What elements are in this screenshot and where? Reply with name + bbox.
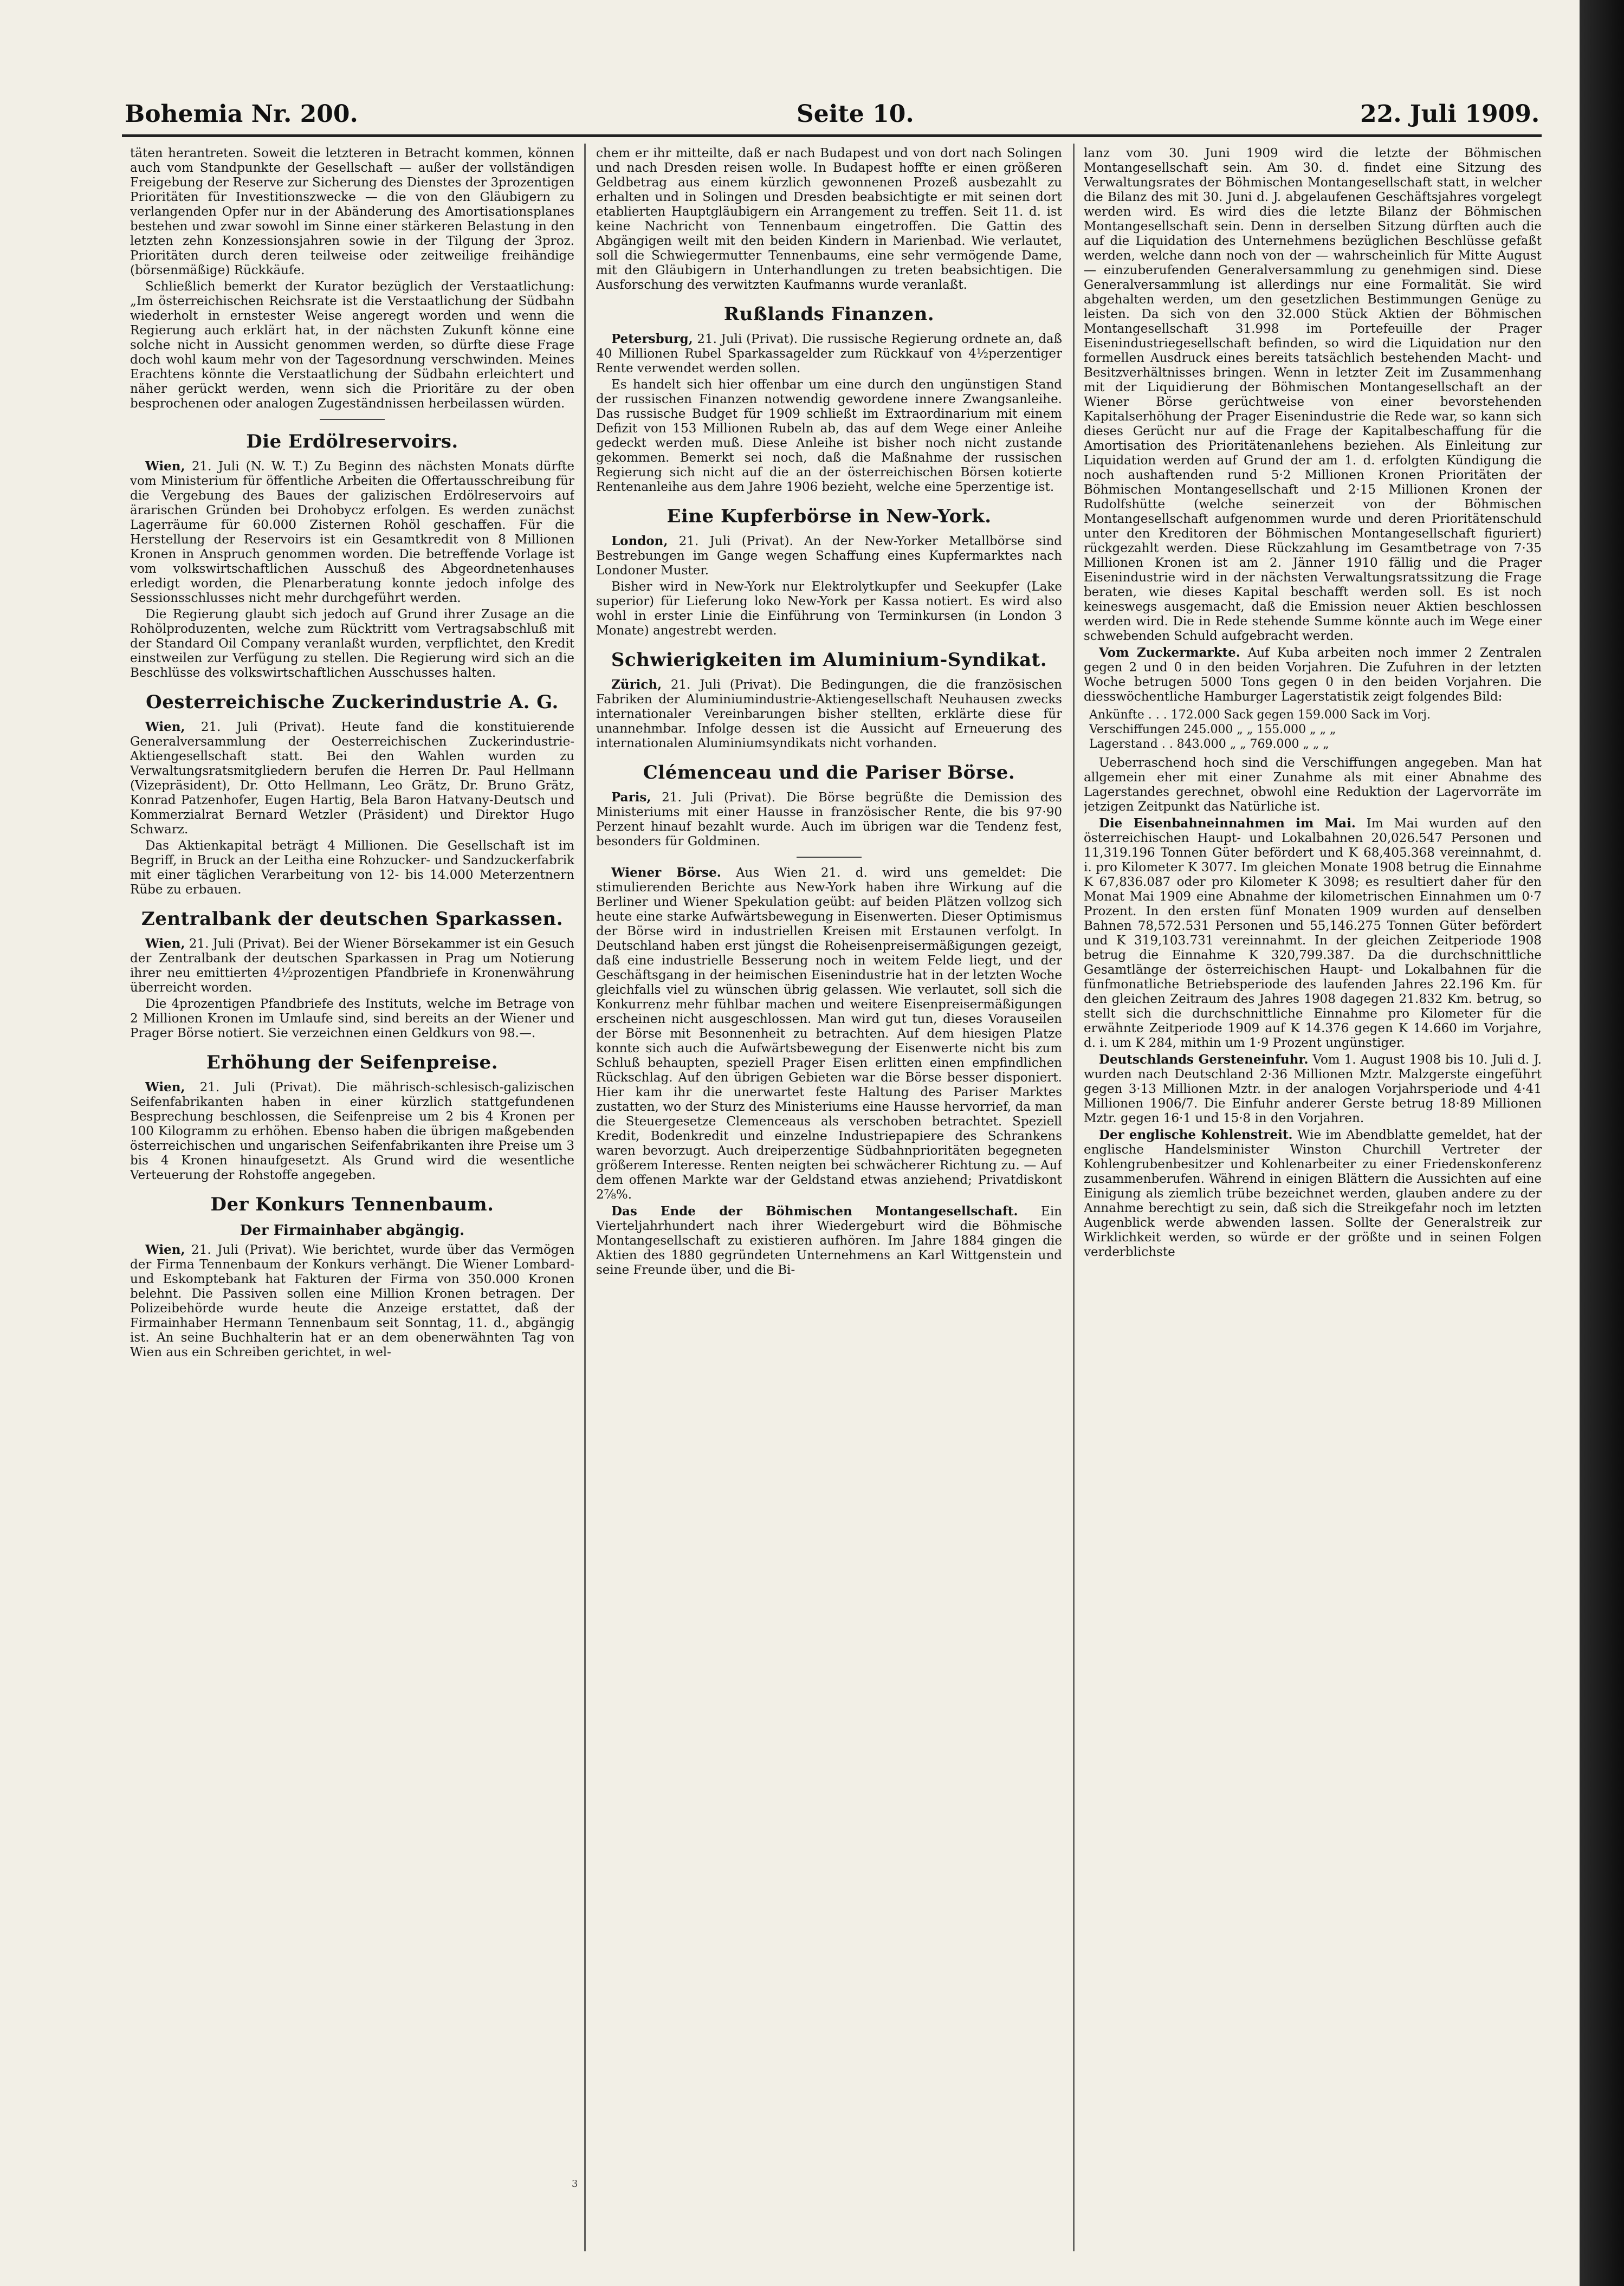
separator — [320, 419, 385, 420]
article-text — [130, 459, 574, 606]
dateline: Paris, — [611, 790, 651, 805]
article-text — [130, 1080, 574, 1183]
article-body: 21. Juli (Privat). Wie berichtet, wurde über das Vermögen der Firma Tennenbaum der Konkurs verhängt. Die Wiener Lombard- und Eskomptebank hat Fakturen der Firma von 350.000 Kronen belehnt. Die Passiven sollen eine Million Kronen betragen. Der Polizeibehörde wurde heute die Anzeige erstattet, daß der Firmainhaber Hermann Tennenbaum seit Sonntag, 11. d., abgängig ist. An seine Buchhalterin hat er an dem obenerwähnten Tag von Wien aus ein Schreiben gerichtet, in wel- — [130, 1243, 574, 1359]
headline-kupferboerse: Eine Kupferbörse in New-York. — [667, 506, 992, 527]
dateline: Petersburg, — [611, 332, 693, 346]
section-lead: Deutschlands Gersteneinfuhr. — [1099, 1052, 1309, 1067]
column-2 — [596, 146, 1062, 2249]
article-text: täten herantreten. Soweit die letzteren in Betracht kommen, können auch vom Standpunkte der Gesellschaft — außer der vollständigen Freigebung der Reserve zur Sicherung des Dienstes der 3prozentigen Prioritäten für Investitionszwecke — die von den Gläubigern zu verlangenden Opfer nur in der Abänderung des Amortisationsplanes bestehen und zwar sowohl im Sinne einer stärkeren Belastung in den letzten zehn Konzessionsjahren sowie in der Tilgung der 3proz. Prioritäten durch deren teilweise oder zeitweilige freihändige (börsenmäßige) Rückkäufe. — [130, 146, 574, 277]
article-text — [130, 1242, 574, 1360]
article-body: Ein Vierteljahrhundert nach ihrer Wiedergeburt wird die Böhmische Montangesellschaft zu existieren aufhören. Im Jahre 1884 gingen die Aktien des 1880 gegründeten Unternehmens an Karl Wittgenstein und seine Freunde über, und die Bi- — [596, 1204, 1062, 1277]
article-body: 21. Juli (Privat). Bei der Wiener Börsekammer ist ein Gesuch der Zentralbank der deutschen Sparkassen in Prag um Notierung ihrer neu emittierten 4½prozentigen Pfandbriefe in Kronenwährung überreicht worden. — [130, 937, 574, 995]
masthead-date: 22. Juli 1909. — [1360, 100, 1540, 128]
print-mark: 3 — [572, 2178, 578, 2190]
headline-erdoelreservoirs: Die Erdölreservoirs. — [246, 431, 458, 452]
article-text — [1084, 816, 1542, 1051]
scan-edge — [1580, 0, 1624, 2286]
section-lead: Der englische Kohlenstreit. — [1099, 1128, 1293, 1142]
article-text: Bisher wird in New-York nur Elektrolytkupfer und Seekupfer (Lake superior) für Lieferung loko New-York per Kassa notiert. Es wird also wohl in erster Linie die Einführung von Terminkursen (in London 3 Monate) angestrebt werden. — [596, 580, 1062, 638]
page-number: Seite 10. — [797, 100, 914, 128]
stats-row: Lagerstand . . 843.000 „ „ 769.000 „ „ „ — [1089, 737, 1329, 751]
article-body: 21. Juli (Privat). An der New-Yorker Metallbörse sind Bestrebungen im Gange wegen Schaffung eines Kupfermarktes nach Londoner Muster. — [596, 534, 1062, 578]
article-body: 21. Juli (N. W. T.) Zu Beginn des nächsten Monats dürfte vom Ministerium für öffentliche Arbeiten die Offertausschreibung für die Vergebung des Baues der galizischen Erdölreservoirs auf ärarischen Gründen bei Drohobycz erfolgen. Es werden zunächst Lagerräume für 60.000 Zisternen Rohöl geschaffen. Für die Herstellung der Reservoirs ist ein Gesamtkredit von 8 Millionen Kronen in Anspruch genommen worden. Die betreffende Vorlage ist vom volkswirtschaftlichen Ausschuß des Abgeordnetenhauses erledigt worden, die Plenarberatung konnte jedoch infolge des Sessionsschlusses nicht mehr durchgeführt werden. — [130, 459, 574, 605]
header-rule — [122, 134, 1542, 137]
article-text: Schließlich bemerkt der Kurator bezüglich der Verstaatlichung: „Im österreichischen Reichsrate ist die Verstaatlichung der Südbahn wiederholt in ernstester Weise angeregt worden und wenn die Regierung auch erklärt hat, in der nächsten Zukunft könne eine solche nicht in Aussicht genommen werden, so dürfte diese Frage doch wohl kaum mehr von der Tagesordnung verschwinden. Meines Erachtens könnte die Verstaatlichung der Südbahn erleichtert und näher gerückt werden, wenn sich die Prioritäre zu der oben besprochenen oder analogen Zugeständnissen herbeilassen würden. — [130, 280, 574, 411]
section-lead: Das Ende der Böhmischen Montangesellschaft. — [611, 1204, 1018, 1219]
article-text — [1084, 1128, 1542, 1260]
article-body: Vom 1. August 1908 bis 10. Juli d. J. wurden nach Deutschland 2·36 Millionen Mztr. Malzgerste eingeführt gegen 3·13 Millionen Mztr. in der analogen Vorjahrsperiode und 4·41 Millionen 1906/7. Die Einfuhr anderer Gerste betrug 18·89 Millionen Mztr. gegen 16·1 und 15·8 in den Vorjahren. — [1084, 1053, 1542, 1125]
headline-russland: Rußlands Finanzen. — [723, 303, 935, 325]
article-text: Es handelt sich hier offenbar um eine durch den ungünstigen Stand der russischen Finanzen notwendig gewordene innere Zwangsanleihe. Das russische Budget für 1909 schließt im Extraordinarium mit einem Defizit von 153 Millionen Rubeln ab, das auf dem Wege einer Anleihe gedeckt werden muß. Diese Anleihe ist bisher noch nicht zustande gekommen. Bemerkt sei noch, daß die Maßnahme der russischen Regierung sich nicht auf die an der österreichischen Börsen kotierte Rentenanleihe aus dem Jahre 1906 bezieht, welche eine 5perzentige ist. — [596, 378, 1062, 494]
section-lead: Die Eisenbahneinnahmen im Mai. — [1099, 816, 1356, 831]
dateline: Zürich, — [611, 677, 662, 692]
dateline: Wien, — [145, 1080, 185, 1095]
subheadline-konkurs: Der Firmainhaber abgängig. — [240, 1222, 465, 1239]
article-text — [596, 534, 1062, 578]
column-divider — [584, 144, 586, 2251]
headline-zuckerindustrie: Oesterreichische Zuckerindustrie A. G. — [146, 691, 559, 713]
headline-konkurs: Der Konkurs Tennenbaum. — [210, 1194, 494, 1215]
article-text: Die Regierung glaubt sich jedoch auf Grund ihrer Zusage an die Rohölproduzenten, welche zum Rücktritt vom Vertragsabschluß mit der Standard Oil Company veranlaßt wurden, verpflichtet, den Kredit einstweilen zur Verfügung zu stellen. Die Regierung wird sich an die Beschlüsse des volkswirtschaftlichen Ausschusses halten. — [130, 607, 574, 680]
column-3 — [1084, 146, 1542, 2249]
article-body: Wie im Abendblatte gemeldet, hat der englische Handelsminister Winston Churchill Vertreter der Kohlengrubenbesitzer und Kohlenarbeiter zu einer Friedenskonferenz zusammenberufen. Während in einigen Blättern die Aussichten auf eine Einigung als ziemlich trübe bezeichnet werden, glauben andere zu der Annahme berechtigt zu sein, daß sich die Streikgefahr noch im letzten Augenblick werde abwenden lassen. Sollte der Generalstreik zur Wirklichkeit werden, so würde er der größte und in seinen Folgen verderblichste — [1084, 1128, 1542, 1259]
article-text — [596, 332, 1062, 376]
article-text: lanz vom 30. Juni 1909 wird die letzte der Böhmischen Montangesellschaft sein. Am 30. d. findet eine Sitzung des Verwaltungsrates der Böhmischen Montangesellschaft statt, in welcher die Bilanz des mit 30. Juni d. J. abgelaufenen Geschäftsjahres vorgelegt werden wird. Es wird dies die letzte Bilanz der Böhmischen Montangesellschaft sein. Denn in derselben Sitzung dürften auch die auf die Liquidation des Unternehmens bezüglichen Beschlüsse gefaßt werden, welche dann noch von der — wahrscheinlich für Mitte August — einzuberufenden Generalversammlung zu genehmigen sind. Diese Generalversammlung ist allerdings nur eine Formalität. Sie wird abgehalten werden, um den gesetzlichen Bestimmungen Genüge zu leisten. Da sich von den 32.000 Stück Aktien der Böhmischen Montangesellschaft 31.998 im Portefeuille der Prager Eisenindustriegesellschaft befinden, so wird die Liquidation nur den formellen Ausdruck eines bereits tatsächlich bestehenden Macht- und Besitzverhältnisses bringen. Wenn in letzter Zeit im Zusammenhang mit der Liquidierung der Böhmischen Montangesellschaft an der Wiener Börse gerüchtweise von einer bevorstehenden Kapitalserhöhung der Prager Eisenindustrie die Rede war, so kann sich dieses Gerücht nur auf die Frage der Kapitalbeschaffung für die Amortisation des Prioritätenanlehens beziehen. Als Einleitung zur Liquidation werden auf Grund der am 1. d. erfolgten Kündigung die noch aushaftenden rund 5·2 Millionen Kronen Prioritäten der Böhmischen Montangesellschaft und 2·15 Millionen Kronen der Rudolfshütte (welche seinerzeit von der Böhmischen Montangesellschaft aufgenommen wurde und deren Prioritätenschuld unter den Kreditoren der Böhmischen Montangesellschaft figuriert) rückgezahlt werden. Diese Rückzahlung im Gesamtbetrage von 7·35 Millionen Kronen ist am 2. Jänner 1910 fällig und die Prager Eisenindustrie wird in der nächsten Verwaltungsratssitzung die Frage beraten, wie dieses Kapital beschafft werden soll. Es ist noch keineswegs ausgemacht, daß die Emission neuer Aktien beschlossen werden wird. Die in Rede stehende Summe könnte auch im Wege einer schwebenden Schuld aufgebracht werden. — [1084, 146, 1542, 643]
separator — [797, 857, 862, 858]
article-body: Aus Wien 21. d. wird uns gemeldet: Die stimulierenden Berichte aus New-York haben ihre Wirkung auf die Berliner und Wiener Spekulation geübt: auf beiden Plätzen vollzog sich heute eine starke Aufwärtsbewegung in Eisenwerten. Dieser Optimismus der Börse wird in industriellen Kreisen mit Erstaunen verfolgt. In Deutschland haben erst jüngst die Roheisenpreisermäßigungen gezeigt, daß eine industrielle Besserung noch in weitem Felde liegt, und der Geschäftsgang in der heimischen Eisenindustrie hat in der letzten Woche gleichfalls viel zu wünschen übrig gelassen. Wie verlautet, soll sich die Konkurrenz mehr fühlbar machen und weitere Eisenpreisermäßigungen erscheinen nicht ausgeschlossen. Man wird gut tun, dieses Vorauseilen der Börse mit Besonnenheit zu betrachten. Auf dem hiesigen Platze konnte sich auch die Aufwärtsbewegung der Eisenwerte nicht bis zum Schluß behaupten, speziell Prager Eisen erlitten einen empfindlichen Rückschlag. Auf den übrigen Gebieten war die Börse besser disponiert. Hier kam ihr die unerwartet feste Haltung des Pariser Marktes zustatten, wo der Sturz des Ministeriums eine Hausse hervorrief, da man die Steuergesetze Clemenceaus als verschoben betrachtet. Speziell Kredit, Bodenkredit und einzelne Industriepapiere des Schrankens waren bevorzugt. Auch dreiperzentige Südbahnprioritäten begegneten größerem Interesse. Renten neigten bei schwächerer Richtung zu. — Auf dem offenen Markte war der Geldstand etwas anziehend; Privatdiskont 2⅞%. — [596, 866, 1062, 1202]
article-text — [1084, 1052, 1542, 1126]
article-text — [130, 720, 574, 837]
dateline: Wien, — [145, 459, 185, 474]
stats-row: Ankünfte . . . 172.000 Sack gegen 159.000 Sack im Vorj. — [1089, 708, 1431, 722]
dateline: Wien, — [145, 720, 185, 734]
stats-row: Verschiffungen 245.000 „ „ 155.000 „ „ „ — [1089, 723, 1336, 736]
column-1 — [130, 146, 574, 2249]
section-lead: Vom Zuckermarkte. — [1099, 645, 1240, 660]
article-body: 21. Juli (Privat). Die Bedingungen, die die französischen Fabriken der Aluminiumindustrie-Aktiengesellschaft Neuhausen zwecks internationaler Vereinbarungen bisher stellten, erklärte diese für unannehmbar. Infolge dessen ist die Aussicht auf Erneuerung des internationalen Aluminiumsyndikats nicht vorhanden. — [596, 678, 1062, 750]
headline-clemenceau: Clémenceau und die Pariser Börse. — [643, 762, 1015, 783]
headline-seifenpreise: Erhöhung der Seifenpreise. — [206, 1052, 499, 1073]
article-body: 21. Juli (Privat). Heute fand die konstituierende Generalversammlung der Oesterreichischen Zuckerindustrie-Aktiengesellschaft statt. Bei den Wahlen wurden zu Verwaltungsratsmitgliedern berufen die Herren Dr. Paul Hellmann (Vizepräsident), Dr. Otto Hellmann, Leo Grätz, Dr. Bruno Grätz, Konrad Patzenhofer, Eugen Hartig, Bela Baron Hatvany-Deutsch und Kommerzialrat Bernard Wetzler (Präsident) und Direktor Hugo Schwarz. — [130, 720, 574, 837]
article-body: 21. Juli (Privat). Die mährisch-schlesisch-galizischen Seifenfabrikanten haben in einer kürzlich stattgefundenen Besprechung beschlossen, die Seifenpreise um 2 bis 4 Kronen per 100 Kilogramm zu erhöhen. Ebenso haben die übrigen maßgebenden österreichischen und ungarischen Seifenfabrikanten ihre Preise um 3 bis 4 Kronen hinaufgesetzt. Als Grund wird die wesentliche Verteuerung der Rohstoffe angegeben. — [130, 1080, 574, 1182]
article-body: 21. Juli (Privat). Die Börse begrüßte die Demission des Ministeriums mit einer Hausse in französischer Rente, die bis 97·90 Perzent hinauf bezahlt wurde. Auch im übrigen war die Tendenz fest, besonders für Goldminen. — [596, 791, 1062, 849]
sugar-statistics-table — [1089, 708, 1542, 752]
section-lead: Wiener Börse. — [611, 865, 721, 880]
article-text: Ueberraschend hoch sind die Verschiffungen angegeben. Man hat allgemein eher mit einer Zunahme als mit einer Abnahme des Lagerstandes gerechnet, obwohl eine Reduktion der Lagervorräte im jetzigen Zeitpunkt das Natürliche ist. — [1084, 756, 1542, 814]
dateline: London, — [611, 534, 668, 548]
article-text — [130, 936, 574, 995]
dateline: Wien, — [145, 1242, 185, 1257]
article-text: chem er ihr mitteilte, daß er nach Budapest und von dort nach Solingen und nach Dresden reisen wolle. In Budapest hoffte er einen größeren Geldbetrag aus einem kürzlich gewonnenen Prozeß ausbezahlt zu erhalten und in Solingen und Dresden beabsichtigte er mit seinen dort etablierten Hauptgläubigern ein Arrangement zu treffen. Seit 11. d. ist keine Nachricht von Tennenbaum eingetroffen. Die Gattin des Abgängigen weilt mit den beiden Kindern in Marienbad. Wie verlautet, soll die Schwiegermutter Tennenbaums, eine sehr vermögende Dame, mit den Gläubigern in Unterhandlungen zu treten beabsichtigen. Die Ausforschung des verwitzten Kaufmanns wurde veranlaßt. — [596, 146, 1062, 292]
article-text: Das Aktienkapital beträgt 4 Millionen. Die Gesellschaft ist im Begriff, in Bruck an der Leitha eine Rohzucker- und Sandzuckerfabrik mit einer täglichen Verarbeitung von 12- bis 14.000 Meterzentnern Rübe zu erbauen. — [130, 839, 574, 897]
column-divider — [1073, 144, 1075, 2251]
masthead-left: Bohemia Nr. 200. — [125, 100, 358, 128]
article-text — [596, 677, 1062, 751]
dateline: Wien, — [145, 936, 185, 951]
article-text — [1084, 645, 1542, 704]
article-text — [596, 865, 1062, 1202]
article-text — [596, 790, 1062, 849]
article-text: Die 4prozentigen Pfandbriefe des Instituts, welche im Betrage von 2 Millionen Kronen im Umlaufe sind, sind bereits an der Wiener und Prager Börse notiert. Sie verzeichnen einen Geldkurs von 98.—. — [130, 997, 574, 1040]
article-body: Auf Kuba arbeiten noch immer 2 Zentralen gegen 2 und 0 in den beiden Vorjahren. Die Zufuhren in der letzten Woche betrugen 5000 Tons gegen 0 in den beiden Vorjahren. Die diesswöchentliche Hamburger Lagerstatistik zeigt folgendes Bild: — [1084, 646, 1542, 704]
headline-aluminium: Schwierigkeiten im Aluminium-Syndikat. — [611, 649, 1047, 671]
article-body: 21. Juli (Privat). Die russische Regierung ordnete an, daß 40 Millionen Rubel Sparkassagelder zum Rückkauf von 4½perzentiger Rente verwendet werden sollen. — [596, 332, 1062, 375]
article-text — [596, 1204, 1062, 1278]
headline-zentralbank: Zentralbank der deutschen Sparkassen. — [141, 908, 564, 930]
article-body: Im Mai wurden auf den österreichischen Haupt- und Lokalbahnen 20,026.547 Personen und 11,319.196 Tonnen Güter befördert und K 68,405.368 vereinnahmt, d. i. pro Kilometer K 3077. Im gleichen Monate 1908 betrug die Einnahme K 67,836.087 oder pro Kilometer K 3098; es resultiert daher für den Monat Mai 1909 eine Abnahme der kilometrischen Einnahmen um 0·7 Prozent. In den ersten fünf Monaten 1909 wurden auf denselben Bahnen 78,572.531 Personen und 55,146.275 Tonnen Güter befördert und K 319,103.731 vereinnahmt. In der gleichen Zeitperiode 1908 betrug die Einnahme K 320,799.387. Da die durchschnittliche Gesamtlänge der österreichischen Haupt- und Lokalbahnen für die fünfmonatliche Betriebsperiode des laufenden Jahres 22.196 Km. für den gleichen Zeitraum des Jahres 1908 dagegen 21.832 Km. betrug, so stellt sich die durchschnittliche Einnahme pro Kilometer für die erwähnte Zeitperiode 1909 auf K 14.376 gegen K 14.660 im Vorjahre, d. i. um K 284, mithin um 1·9 Prozent ungünstiger. — [1084, 817, 1542, 1050]
